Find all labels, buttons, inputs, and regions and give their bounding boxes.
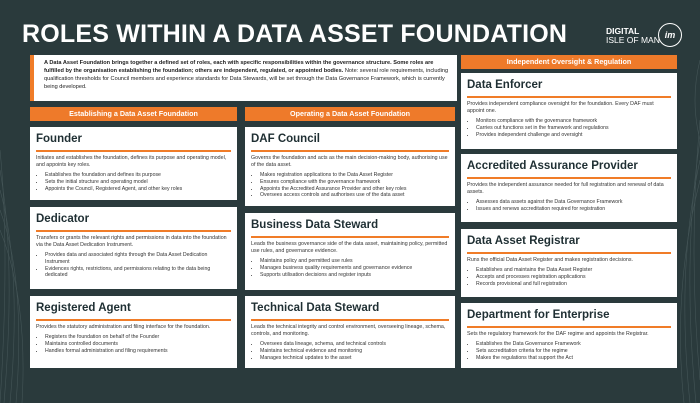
intro-note-text: Note: several role requirements, including qualification thresholds for Council members and experience standards for Data Stewards, will be set through the Data Governance Framework, which is currently being developed. [44, 68, 449, 90]
role-bullet: • Maintains technical evidence and monitoring [260, 348, 449, 355]
title-divider [251, 236, 449, 238]
column-heading-oversight: Independent Oversight & Regulation [461, 55, 677, 69]
role-bullet: • Provides data and associated rights through the Data Asset Dedication Instrument [45, 252, 231, 266]
role-card-technical-data-steward [245, 296, 455, 368]
role-title: Registered Agent [36, 302, 131, 314]
role-bullet: • Assesses data assets against the Data Governance Framework [476, 199, 671, 206]
role-description: Governs the foundation and acts as the main decision-making body, authorising use of the data asset. [251, 155, 448, 168]
role-bullet: • Establishes and maintains the Data Asset Register [476, 267, 671, 274]
logo-line-2: ISLE OF MAN [606, 35, 660, 45]
role-bullet: • Makes the regulations that support the Act [476, 355, 671, 362]
logo-line-1: DIGITAL [606, 26, 640, 36]
role-card-registered-agent [30, 296, 237, 368]
role-bullet: • Sets accreditation criteria for the regime [476, 348, 671, 355]
role-card-data-asset-registrar [461, 229, 677, 297]
role-title: Dedicator [36, 213, 90, 225]
role-bullets [467, 267, 671, 287]
column-heading-establishing: Establishing a Data Asset Foundation [30, 107, 237, 121]
role-bullet: • Supports utilisation decisions and register inputs [260, 272, 449, 279]
role-description: Leads the business governance side of the data asset, maintaining policy, permitted use rules, and governance evidence. [251, 241, 448, 254]
role-title: Business Data Steward [251, 219, 379, 231]
role-title: Data Asset Registrar [467, 235, 580, 247]
role-title: Founder [36, 133, 82, 145]
role-title: Department for Enterprise [467, 309, 610, 321]
role-bullets [467, 199, 671, 213]
role-title: Accredited Assurance Provider [467, 160, 638, 172]
role-card-accredited-assurance-provider [461, 154, 677, 222]
role-description: Transfers or grants the relevant rights and permissions in data into the foundation via the Data Asset Dedication Instrument. [36, 235, 227, 248]
role-bullet: • Appoints the Accredited Assurance Provider and other key roles [260, 186, 449, 193]
role-bullet: • Manages business quality requirements and governance evidence [260, 265, 449, 272]
role-bullet: • Monitors compliance with the governance framework [476, 118, 671, 125]
column-heading-operating: Operating a Data Asset Foundation [245, 107, 455, 121]
role-description: Runs the official Data Asset Register and makes registration decisions. [467, 257, 633, 263]
role-description: Provides independent compliance oversight for the foundation. Every DAF must appoint one. [467, 101, 654, 114]
role-card-business-data-steward [245, 213, 455, 290]
page-title: ROLES WITHIN A DATA ASSET FOUNDATION [22, 20, 568, 48]
intro-bold-text: A Data Asset Foundation brings together a defined set of roles, each with specific responsibilities within the governance structure. Some roles are fulfilled by the organisation establishing the foundation; others are independent, regulated, or appointed bodies. [44, 60, 434, 74]
digital-isle-of-man-logo [606, 20, 686, 56]
title-divider [36, 319, 231, 321]
role-bullet: • Accepts and processes registration applications [476, 274, 671, 281]
role-bullet: • Handles formal administration and filing requirements [45, 348, 231, 355]
role-description: Provides the statutory administration and filing interface for the foundation. [36, 324, 211, 330]
role-description: Leads the technical integrity and control environment, overseeing lineage, schema, controls, and monitoring. [251, 324, 446, 337]
role-bullets [251, 258, 449, 278]
role-description: Initiates and establishes the foundation, defines its purpose and operating model, and appoints key roles. [36, 155, 227, 168]
role-card-data-enforcer [461, 73, 677, 149]
role-bullets [251, 341, 449, 361]
title-divider [36, 230, 231, 232]
role-bullets [251, 172, 449, 199]
role-bullet: • Registers the foundation on behalf of the Founder [45, 334, 231, 341]
role-bullet: • Provides independent challenge and oversight [476, 132, 671, 139]
intro-box [30, 55, 457, 101]
role-bullet: • Establishes the Data Governance Framework [476, 341, 671, 348]
role-bullet: • Appoints the Council, Registered Agent, and other key roles [45, 186, 231, 193]
role-bullet: • Makes registration applications to the Data Asset Register [260, 172, 449, 179]
role-bullet: • Oversees access controls and authorises use of the data asset [260, 192, 449, 199]
role-card-dedicator [30, 207, 237, 289]
role-description: Sets the regulatory framework for the DAF regime and appoints the Registrar. [467, 331, 649, 337]
role-bullet: • Ensures compliance with the governance framework [260, 179, 449, 186]
role-card-daf-council [245, 127, 455, 206]
role-bullet: • Carries out functions set in the framework and regulations [476, 125, 671, 132]
role-bullet: • Oversees data lineage, schema, and technical controls [260, 341, 449, 348]
title-divider [467, 96, 671, 98]
role-title: DAF Council [251, 133, 320, 145]
role-bullet: • Records provisional and full registration [476, 281, 671, 288]
title-divider [467, 326, 671, 328]
role-bullets [36, 252, 231, 279]
role-card-department-for-enterprise [461, 303, 677, 368]
role-title: Data Enforcer [467, 79, 543, 91]
title-divider [467, 177, 671, 179]
role-bullet: • Sets the initial structure and operating model [45, 179, 231, 186]
title-divider [467, 252, 671, 254]
role-bullet: • Maintains controlled documents [45, 341, 231, 348]
role-bullet: • Maintains policy and permitted use rules [260, 258, 449, 265]
title-divider [251, 319, 449, 321]
role-bullets [36, 334, 231, 354]
title-divider [36, 150, 231, 152]
role-bullets [36, 172, 231, 192]
title-divider [251, 150, 449, 152]
role-card-founder [30, 127, 237, 200]
role-bullet: • Issues and renews accreditation required for registration [476, 206, 671, 213]
role-description: Provides the independent assurance needed for full registration and renewal of data assets. [467, 182, 664, 195]
role-bullet: • Manages technical updates to the asset [260, 355, 449, 362]
role-bullet: • Evidences rights, restrictions, and permissions relating to the data being dedicated [45, 266, 231, 280]
role-title: Technical Data Steward [251, 302, 380, 314]
role-bullets [467, 341, 671, 361]
role-bullet: • Establishes the foundation and defines its purpose [45, 172, 231, 179]
role-bullets [467, 118, 671, 138]
logo-mark-icon: im [658, 23, 682, 47]
